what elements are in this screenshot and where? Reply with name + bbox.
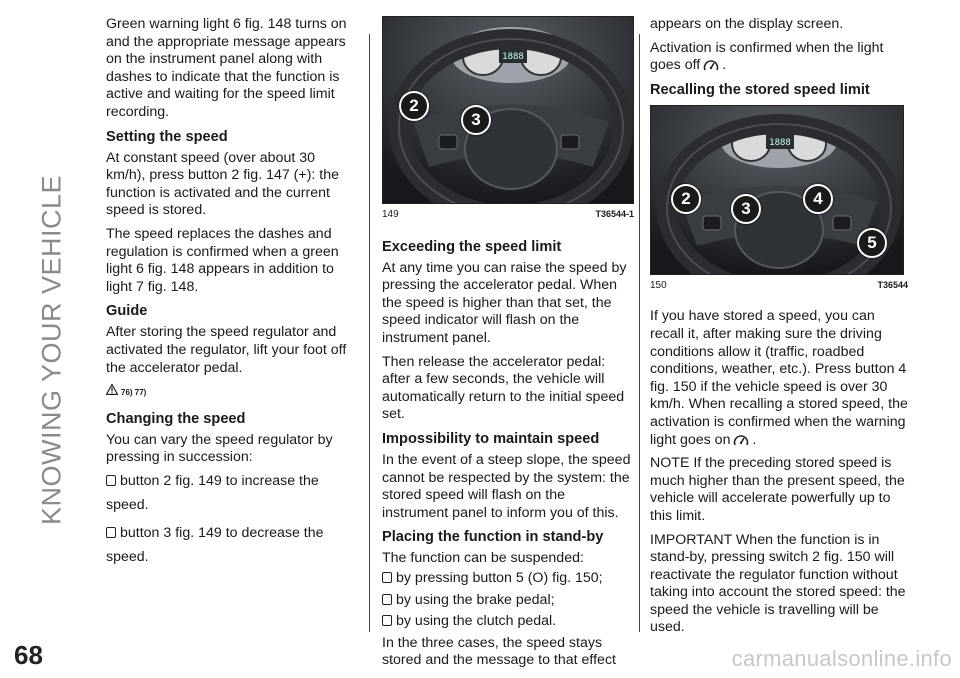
paragraph: At constant speed (over about 30 km/h), press button 2 fig. 147 (+): the function is activated and the current speed is stored.	[106, 149, 340, 219]
list-item: button 3 fig. 149 to decrease the speed.	[106, 524, 324, 565]
bullet-box-icon	[382, 572, 392, 583]
list-item: by pressing button 5 (O) fig. 150;	[382, 570, 634, 588]
paragraph: The function can be suspended:	[382, 550, 584, 567]
figure-number: 150	[650, 279, 667, 291]
paragraph: Then release the accelerator pedal: after a few seconds, the vehicle will automatically return to the initial speed set.	[382, 353, 625, 423]
steering-wheel-photo-149	[382, 16, 634, 204]
bullet-box-icon	[106, 527, 116, 538]
column-divider-right	[639, 34, 640, 632]
paragraph: In the three cases, the speed stays stored and the message to that effect	[382, 634, 616, 669]
heading-setting-speed: Setting the speed	[106, 128, 228, 145]
heading-changing-speed: Changing the speed	[106, 410, 246, 427]
paragraph: At any time you can raise the speed by pressing the accelerator pedal. When the speed is higher than that set, the speed indicator will flash on the instrument panel.	[382, 259, 627, 346]
callout-2: 2	[671, 184, 701, 214]
paragraph: You can vary the speed regulator by pressing in succession:	[106, 431, 333, 466]
callout-2: 2	[399, 91, 429, 121]
figure-code: T36544-1	[595, 209, 634, 219]
figure-150	[650, 105, 908, 295]
page-number: 68	[14, 640, 43, 670]
column-divider-left	[369, 34, 370, 632]
figure-149	[382, 16, 634, 224]
bullet-box-icon	[382, 615, 392, 626]
heading-guide: Guide	[106, 303, 148, 320]
heading-exceeding: Exceeding the speed limit	[382, 238, 562, 255]
list-item: by using the brake pedal;	[382, 592, 634, 610]
figure-caption	[382, 206, 634, 224]
warning-ref-text: 76) 77)	[121, 388, 147, 398]
callout-3: 3	[731, 194, 761, 224]
bullet-box-icon	[106, 475, 116, 486]
paragraph: The speed replaces the dashes and regulation is confirmed when a green light 6 fig. 148 appears in addition to light 7 fig. 148.	[106, 225, 339, 295]
list-item: button 2 fig. 149 to increase the speed.	[106, 472, 319, 513]
warning-triangle-icon	[106, 384, 118, 395]
dashboard-display: 1888	[502, 52, 524, 62]
paragraph: NOTE If the preceding stored speed is much higher than the present speed, the vehicle will accelerate powerfully up to this limit.	[650, 455, 905, 524]
figure-code: T36544	[877, 279, 908, 290]
section-title-vertical: KNOWING YOUR VEHICLE	[36, 174, 67, 526]
watermark: carmanualsonline.info	[731, 646, 952, 671]
column-2	[382, 16, 634, 676]
paragraph: If you have stored a speed, you can recall it, after making sure the driving conditions allow it (traffic, roadbed conditions, weather, etc.). Press button 4 fig. 150 if the vehicle speed is over 30 km/h. When recalling a stored speed, the activation is confirmed when the warning light goes on .	[650, 308, 908, 448]
list-item: by using the clutch pedal.	[382, 613, 634, 631]
heading-standby: Placing the function in stand-by	[382, 529, 604, 546]
paragraph: appears on the display screen.	[650, 16, 844, 32]
column-1	[106, 16, 358, 573]
paragraph: In the event of a steep slope, the speed cannot be respected by the system: the stored speed will flash on the instrument panel to inform you of this.	[382, 451, 631, 521]
callout-4: 4	[803, 184, 833, 214]
bullet-box-icon	[382, 594, 392, 605]
steering-wheel-photo-150	[650, 105, 904, 275]
speed-limiter-warning-icon	[733, 433, 749, 447]
heading-impossibility: Impossibility to maintain speed	[382, 430, 600, 447]
callout-3: 3	[461, 105, 491, 135]
paragraph: After storing the speed regulator and activated the regulator, lift your foot off the accelerator pedal.	[106, 324, 347, 376]
paragraph: IMPORTANT When the function is in stand-by, pressing switch 2 fig. 150 will reactivate the regulator function without taking into account the stored speed: the speed the vehicle is travelling will be used.	[650, 531, 906, 636]
callout-5: 5	[857, 228, 887, 258]
heading-recalling: Recalling the stored speed limit	[650, 81, 870, 98]
figure-number: 149	[382, 209, 399, 220]
speed-limiter-warning-icon	[703, 58, 719, 72]
warning-reference	[106, 384, 146, 402]
column-3	[650, 16, 908, 643]
paragraph: Activation is confirmed when the light goes off .	[650, 39, 884, 74]
dashboard-display: 1888	[769, 137, 791, 148]
figure-caption	[650, 277, 908, 295]
paragraph: Green warning light 6 fig. 148 turns on and the appropriate message appears on the instrument panel along with dashes to indicate that the function is active and waiting for the speed limit recording.	[106, 16, 347, 120]
